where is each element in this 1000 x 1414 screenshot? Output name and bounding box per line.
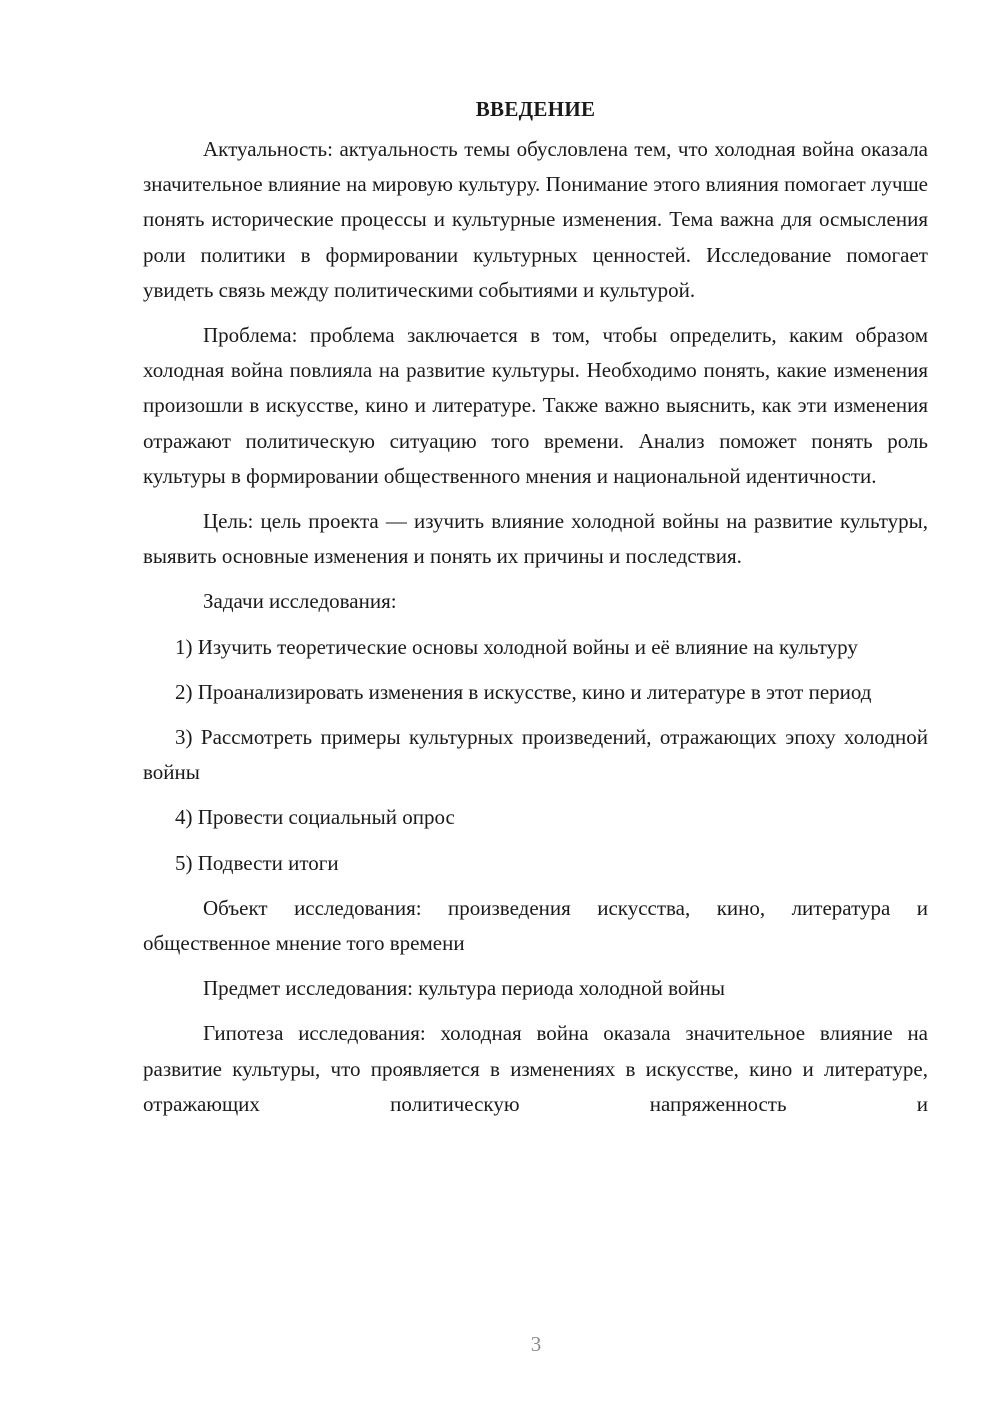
relevance-paragraph: Актуальность: актуальность темы обусловлена тем, что холодная война оказала значительное влияние на мировую культуру. Понимание этого влияния помогает лучше понять исторические процессы и культурные изменения. Тема важна для осмысления роли политики в формировании культурных ценностей. Исследование помогает увидеть связь между политическими событиями и культурой. xyxy=(143,137,928,302)
subject-paragraph: Предмет исследования: культура периода холодной войны xyxy=(203,976,725,1001)
task-item-5: 5) Подвести итоги xyxy=(175,850,339,875)
page-content xyxy=(143,92,928,1122)
hypothesis-paragraph: Гипотеза исследования: холодная война оказала значительное влияние на развитие культуры, что проявляется в изменениях в искусстве, кино и литературе, отражающих политическую напряженность и xyxy=(143,1021,928,1116)
goal-paragraph: Цель: цель проекта — изучить влияние холодной войны на развитие культуры, выявить основные изменения и понять их причины и последствия. xyxy=(143,509,928,569)
page-number: 3 xyxy=(530,1332,542,1356)
task-item-2: 2) Проанализировать изменения в искусстве, кино и литературе в этот период xyxy=(175,679,872,704)
object-paragraph: Объект исследования: произведения искусства, кино, литература и общественное мнение того времени xyxy=(143,895,928,956)
section-title: ВВЕДЕНИЕ xyxy=(475,97,596,121)
task-item-3: 3) Рассмотреть примеры культурных произведений, отражающих эпоху холодной войны xyxy=(143,725,928,785)
task-item-4: 4) Провести социальный опрос xyxy=(175,805,455,830)
task-item-1: 1) Изучить теоретические основы холодной войны и её влияние на культуру xyxy=(175,634,858,659)
tasks-heading: Задачи исследования: xyxy=(203,589,397,614)
problem-paragraph: Проблема: проблема заключается в том, чтобы определить, каким образом холодная война повлияла на развитие культуры. Необходимо понять, какие изменения произошли в искусстве, кино и литературе. Также важно выяснить, как эти изменения отражают политическую ситуацию того времени. Анализ поможет понять роль культуры в формировании общественного мнения и национальной идентичности. xyxy=(143,323,928,488)
